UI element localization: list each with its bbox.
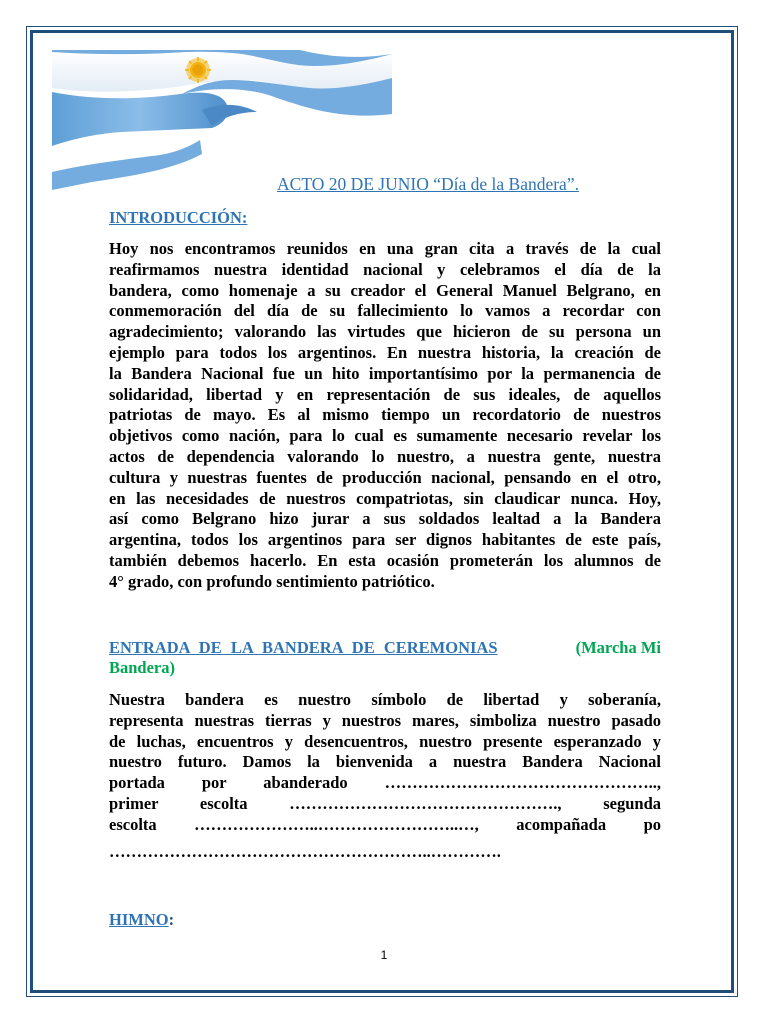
text-line: solidaridad, libertad y en representación de sus ideales, de aquellos — [109, 384, 661, 404]
ceremony-heading: ENTRADA DE LA BANDERA DE CEREMONIAS (Marcha Mi Bandera) — [109, 638, 661, 677]
text-line: patriotas de mayo. Es al mismo tiempo un recordatorio de nuestros — [109, 405, 661, 425]
text-line: la Bandera Nacional fue un hito importantísimo por la permanencia de — [109, 363, 661, 383]
text-line: Hoy nos encontramos reunidos en una gran cita a través de la cual — [109, 239, 661, 258]
ceremony-paragraph — [109, 690, 661, 862]
text-line: así como Belgrano hizo jurar a sus soldados lealtad a la Bandera — [109, 509, 661, 529]
page-number: 1 — [380, 948, 388, 962]
text-line: actos de dependencia valorando lo nuestro, a nuestra gente, nuestra — [109, 446, 661, 466]
text-line: primer escolta …………………………………………., segunda — [109, 793, 661, 813]
document-title: ACTO 20 DE JUNIO “Día de la Bandera”. — [277, 174, 579, 194]
text-line: portada por abanderado ………………………………………….., — [109, 773, 661, 793]
text-line: reafirmamos nuestra identidad nacional y celebramos el día de la — [109, 259, 661, 279]
ceremony-music-note-continued: Bandera) — [109, 658, 175, 677]
text-line: cultura y nuestras fuentes de producción nacional, pensando en el otro, — [109, 467, 661, 487]
text-line: nuestro futuro. Damos la bienvenida a nuestra Bandera Nacional — [109, 752, 661, 772]
intro-paragraph — [109, 239, 661, 593]
text-line: conmemoración del día de su fallecimiento lo vamos a recordar con — [109, 301, 661, 321]
text-line: 4° grado, con profundo sentimiento patriótico. — [109, 571, 435, 591]
text-line: argentina, todos los argentinos para ser dignos habitantes de este país, — [109, 530, 661, 550]
ceremony-music-note: (Marcha Mi — [575, 638, 661, 657]
text-line: representa nuestras tierras y nuestros mares, simboliza nuestro pasado — [109, 710, 661, 730]
text-line: bandera, como homenaje a su creador el General Manuel Belgrano, en — [109, 280, 661, 300]
anthem-heading: HIMNO: — [109, 910, 175, 929]
text-line: Nuestra bandera es nuestro símbolo de libertad y soberanía, — [109, 690, 661, 709]
text-line: …………………………………………………..…………. — [109, 841, 501, 861]
text-line: de luchas, encuentros y desencuentros, nuestro presente esperanzado y — [109, 731, 661, 751]
argentine-flag-image — [52, 50, 392, 190]
text-line: ejemplo para todos los argentinos. En nuestra historia, la creación de — [109, 342, 661, 362]
text-line: en las necesidades de nuestros compatriotas, sin claudicar nunca. Hoy, — [109, 488, 661, 508]
intro-heading: INTRODUCCIÓN: — [109, 208, 248, 227]
text-line: escolta …………………..……………………..…, acompañada po — [109, 814, 661, 834]
text-line: agradecimiento; valorando las virtudes que hicieron de su persona un — [109, 322, 661, 342]
text-line: objetivos como nación, para lo cual es sumamente necesario revelar los — [109, 426, 661, 446]
text-line: también debemos hacerlo. En esta ocasión prometerán los alumnos de — [109, 550, 661, 570]
